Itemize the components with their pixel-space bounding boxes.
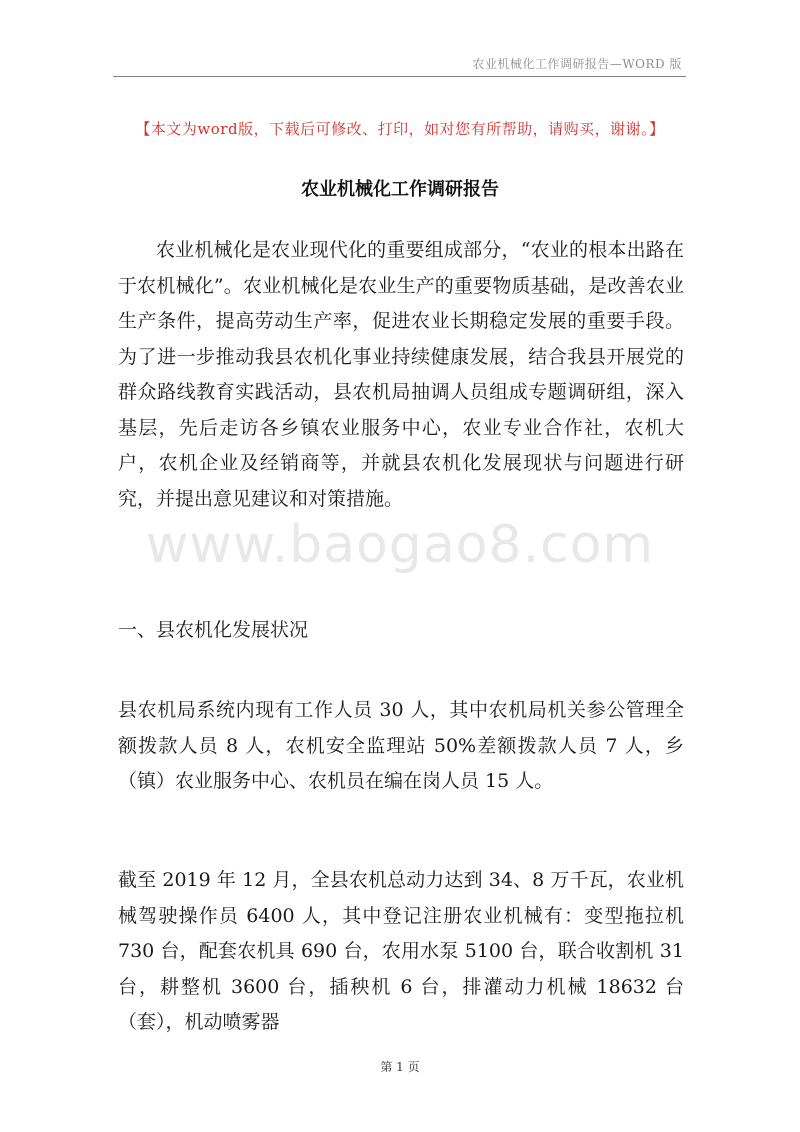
staff-paragraph: 县农机局系统内现有工作人员 30 人，其中农机局机关参公管理全额拨款人员 8 人，农机安全监理站 50%差额拨款人员 7 人，乡（镇）农业服务中心、农机员在编在岗人员 15 人。: [118, 699, 684, 792]
watermark: www.baogao8.com: [145, 515, 655, 575]
intro-paragraph: 农业机械化是农业现代化的重要组成部分，“农业的根本出路在于农机械化”。农业机械化是农业生产的重要物质基础，是改善农业生产条件，提高劳动生产率，促进农业长期稳定发展的重要手段。为了进一步推动我县农机化事业持续健康发展，结合我县开展党的群众路线教育实践活动，县农机局抽调人员组成专题调研组，深入基层，先后走访各乡镇农业服务中心，农业专业合作社，农机大户，农机企业及经销商等，并就县农机化发展现状与问题进行研究，并提出意见建议和对策措施。: [118, 239, 684, 510]
purchase-notice: 【本文为word版，下载后可修改、打印，如对您有所帮助，请购买，谢谢。】: [135, 120, 665, 138]
section-heading: 一、县农机化发展状况: [118, 619, 309, 641]
machinery-paragraph: 截至 2019 年 12 月，全县农机总动力达到 34、8 万千瓦，农业机械驾驶操作员 6400 人，其中登记注册农业机械有：变型拖拉机 730 台，配套农机具 690 台，农用水泵 5100 台，联合收割机 31 台，耕整机 3600 台，插秧机 6 台，排灌动力机械 18632 台（套），机动喷雾器: [118, 869, 684, 1033]
document-title: 农业机械化工作调研报告: [301, 179, 499, 200]
page-number: 第 1 页: [380, 1060, 420, 1074]
running-header: 农业机械化工作调研报告—WORD 版: [472, 57, 682, 71]
header-divider: [113, 76, 686, 77]
